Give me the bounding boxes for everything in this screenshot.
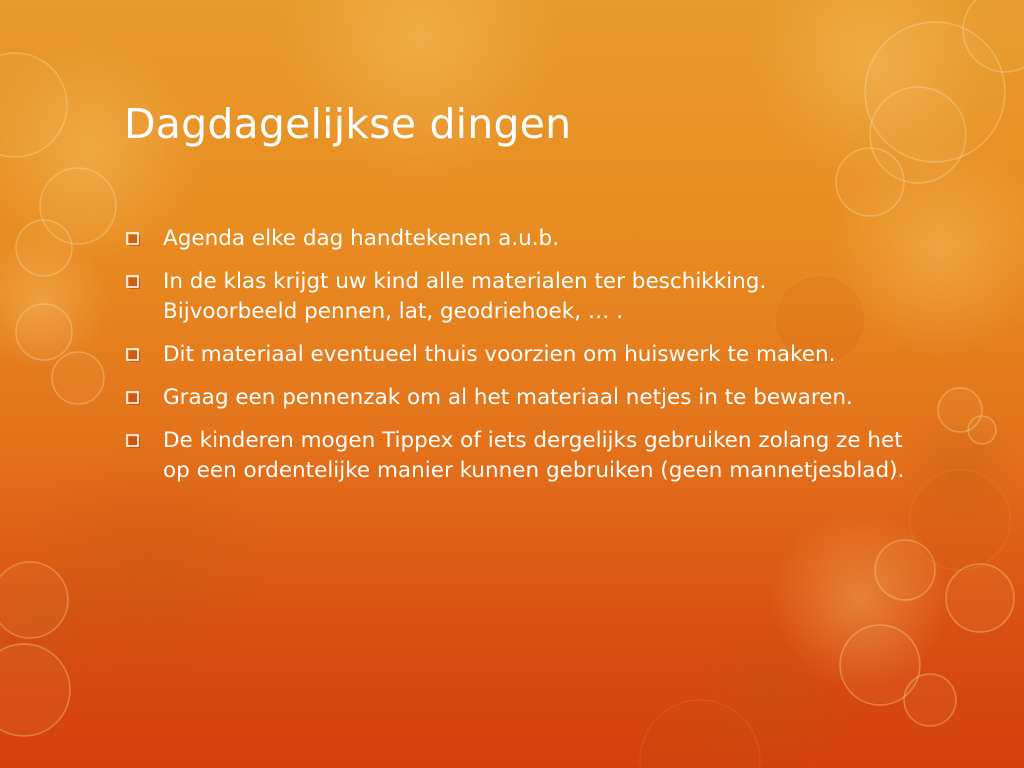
list-item (126, 340, 906, 370)
bullet-text: Graag een pennenzak om al het materiaal netjes in te bewaren. (163, 385, 853, 410)
list-item (126, 383, 906, 413)
hollow-square-bullet-icon (126, 232, 141, 247)
slide-title: Dagdagelijkse dingen (124, 100, 572, 148)
list-item (126, 224, 906, 254)
hollow-square-bullet-icon (126, 348, 141, 363)
bullet-text: In de klas krijgt uw kind alle materialen ter beschikking. Bijvoorbeeld pennen, lat, geodriehoek, … . (163, 269, 767, 324)
bullet-text: De kinderen mogen Tippex of iets dergelijks gebruiken zolang ze het op een ordentelijke manier kunnen gebruiken (geen mannetjesblad). (163, 428, 905, 483)
bullet-list (126, 224, 906, 499)
hollow-square-bullet-icon (126, 434, 141, 449)
list-item (126, 267, 906, 327)
hollow-square-bullet-icon (126, 391, 141, 406)
hollow-square-bullet-icon (126, 275, 141, 290)
bullet-text: Agenda elke dag handtekenen a.u.b. (163, 226, 560, 251)
bullet-text: Dit materiaal eventueel thuis voorzien om huiswerk te maken. (163, 342, 836, 367)
list-item (126, 426, 906, 486)
